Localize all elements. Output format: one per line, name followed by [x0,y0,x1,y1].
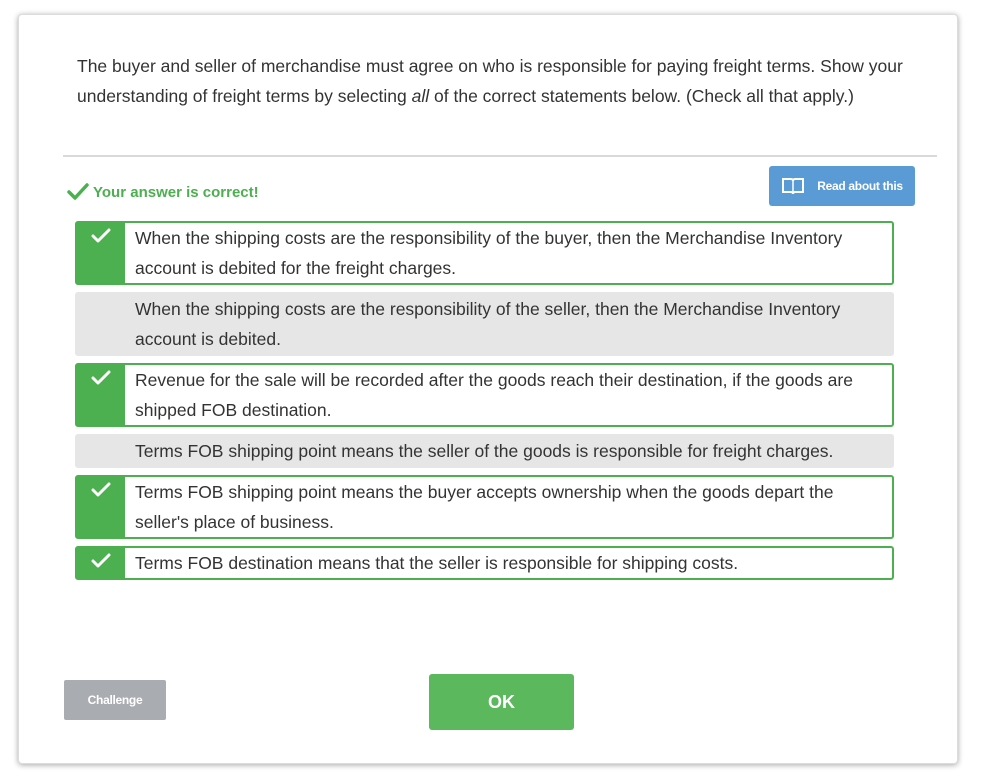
question-part-2: of the correct statements below. (Check all that apply.) [429,86,854,106]
question-card [18,14,958,764]
options-list [75,221,894,587]
option-checkbox[interactable] [77,477,125,537]
checkmark-icon [91,482,111,498]
question-part-1: The buyer and seller of merchandise must agree on who is responsible for paying freight terms. Show your understanding of freight terms by selecting [77,56,903,106]
option-4[interactable] [75,434,894,468]
option-checkbox[interactable] [77,436,125,466]
book-icon [781,177,805,195]
feedback-text: Your answer is correct! [93,183,259,201]
question-emphasis: all [411,86,430,106]
option-checkbox[interactable] [77,365,125,425]
divider [63,155,937,157]
option-text: When the shipping costs are the responsibility of the buyer, then the Merchandise Inventory account is debited for the freight charges. [135,228,843,278]
option-text: When the shipping costs are the responsibility of the seller, then the Merchandise Inventory account is debited. [135,299,841,349]
read-about-this-button[interactable] [769,166,915,206]
checkmark-icon [91,553,111,569]
option-text: Terms FOB shipping point means the seller of the goods is responsible for freight charges. [135,441,834,461]
read-about-this-label: Read about this [817,179,903,193]
question-text [77,51,947,111]
option-3[interactable] [75,363,894,427]
option-text: Terms FOB destination means that the seller is responsible for shipping costs. [135,553,739,573]
challenge-button[interactable]: Challenge [64,680,166,720]
option-checkbox[interactable] [77,294,125,354]
checkmark-icon [91,228,111,244]
checkmark-icon [67,183,89,201]
option-checkbox[interactable] [77,548,125,578]
option-checkbox[interactable] [77,223,125,283]
ok-button[interactable]: OK [429,674,574,730]
option-1[interactable] [75,221,894,285]
option-text: Revenue for the sale will be recorded after the goods reach their destination, if the goods are shipped FOB destination. [135,370,853,420]
option-6[interactable] [75,546,894,580]
feedback-message [67,183,259,201]
checkmark-icon [91,370,111,386]
option-5[interactable] [75,475,894,539]
option-text: Terms FOB shipping point means the buyer accepts ownership when the goods depart the seller's place of business. [135,482,834,532]
option-2[interactable] [75,292,894,356]
